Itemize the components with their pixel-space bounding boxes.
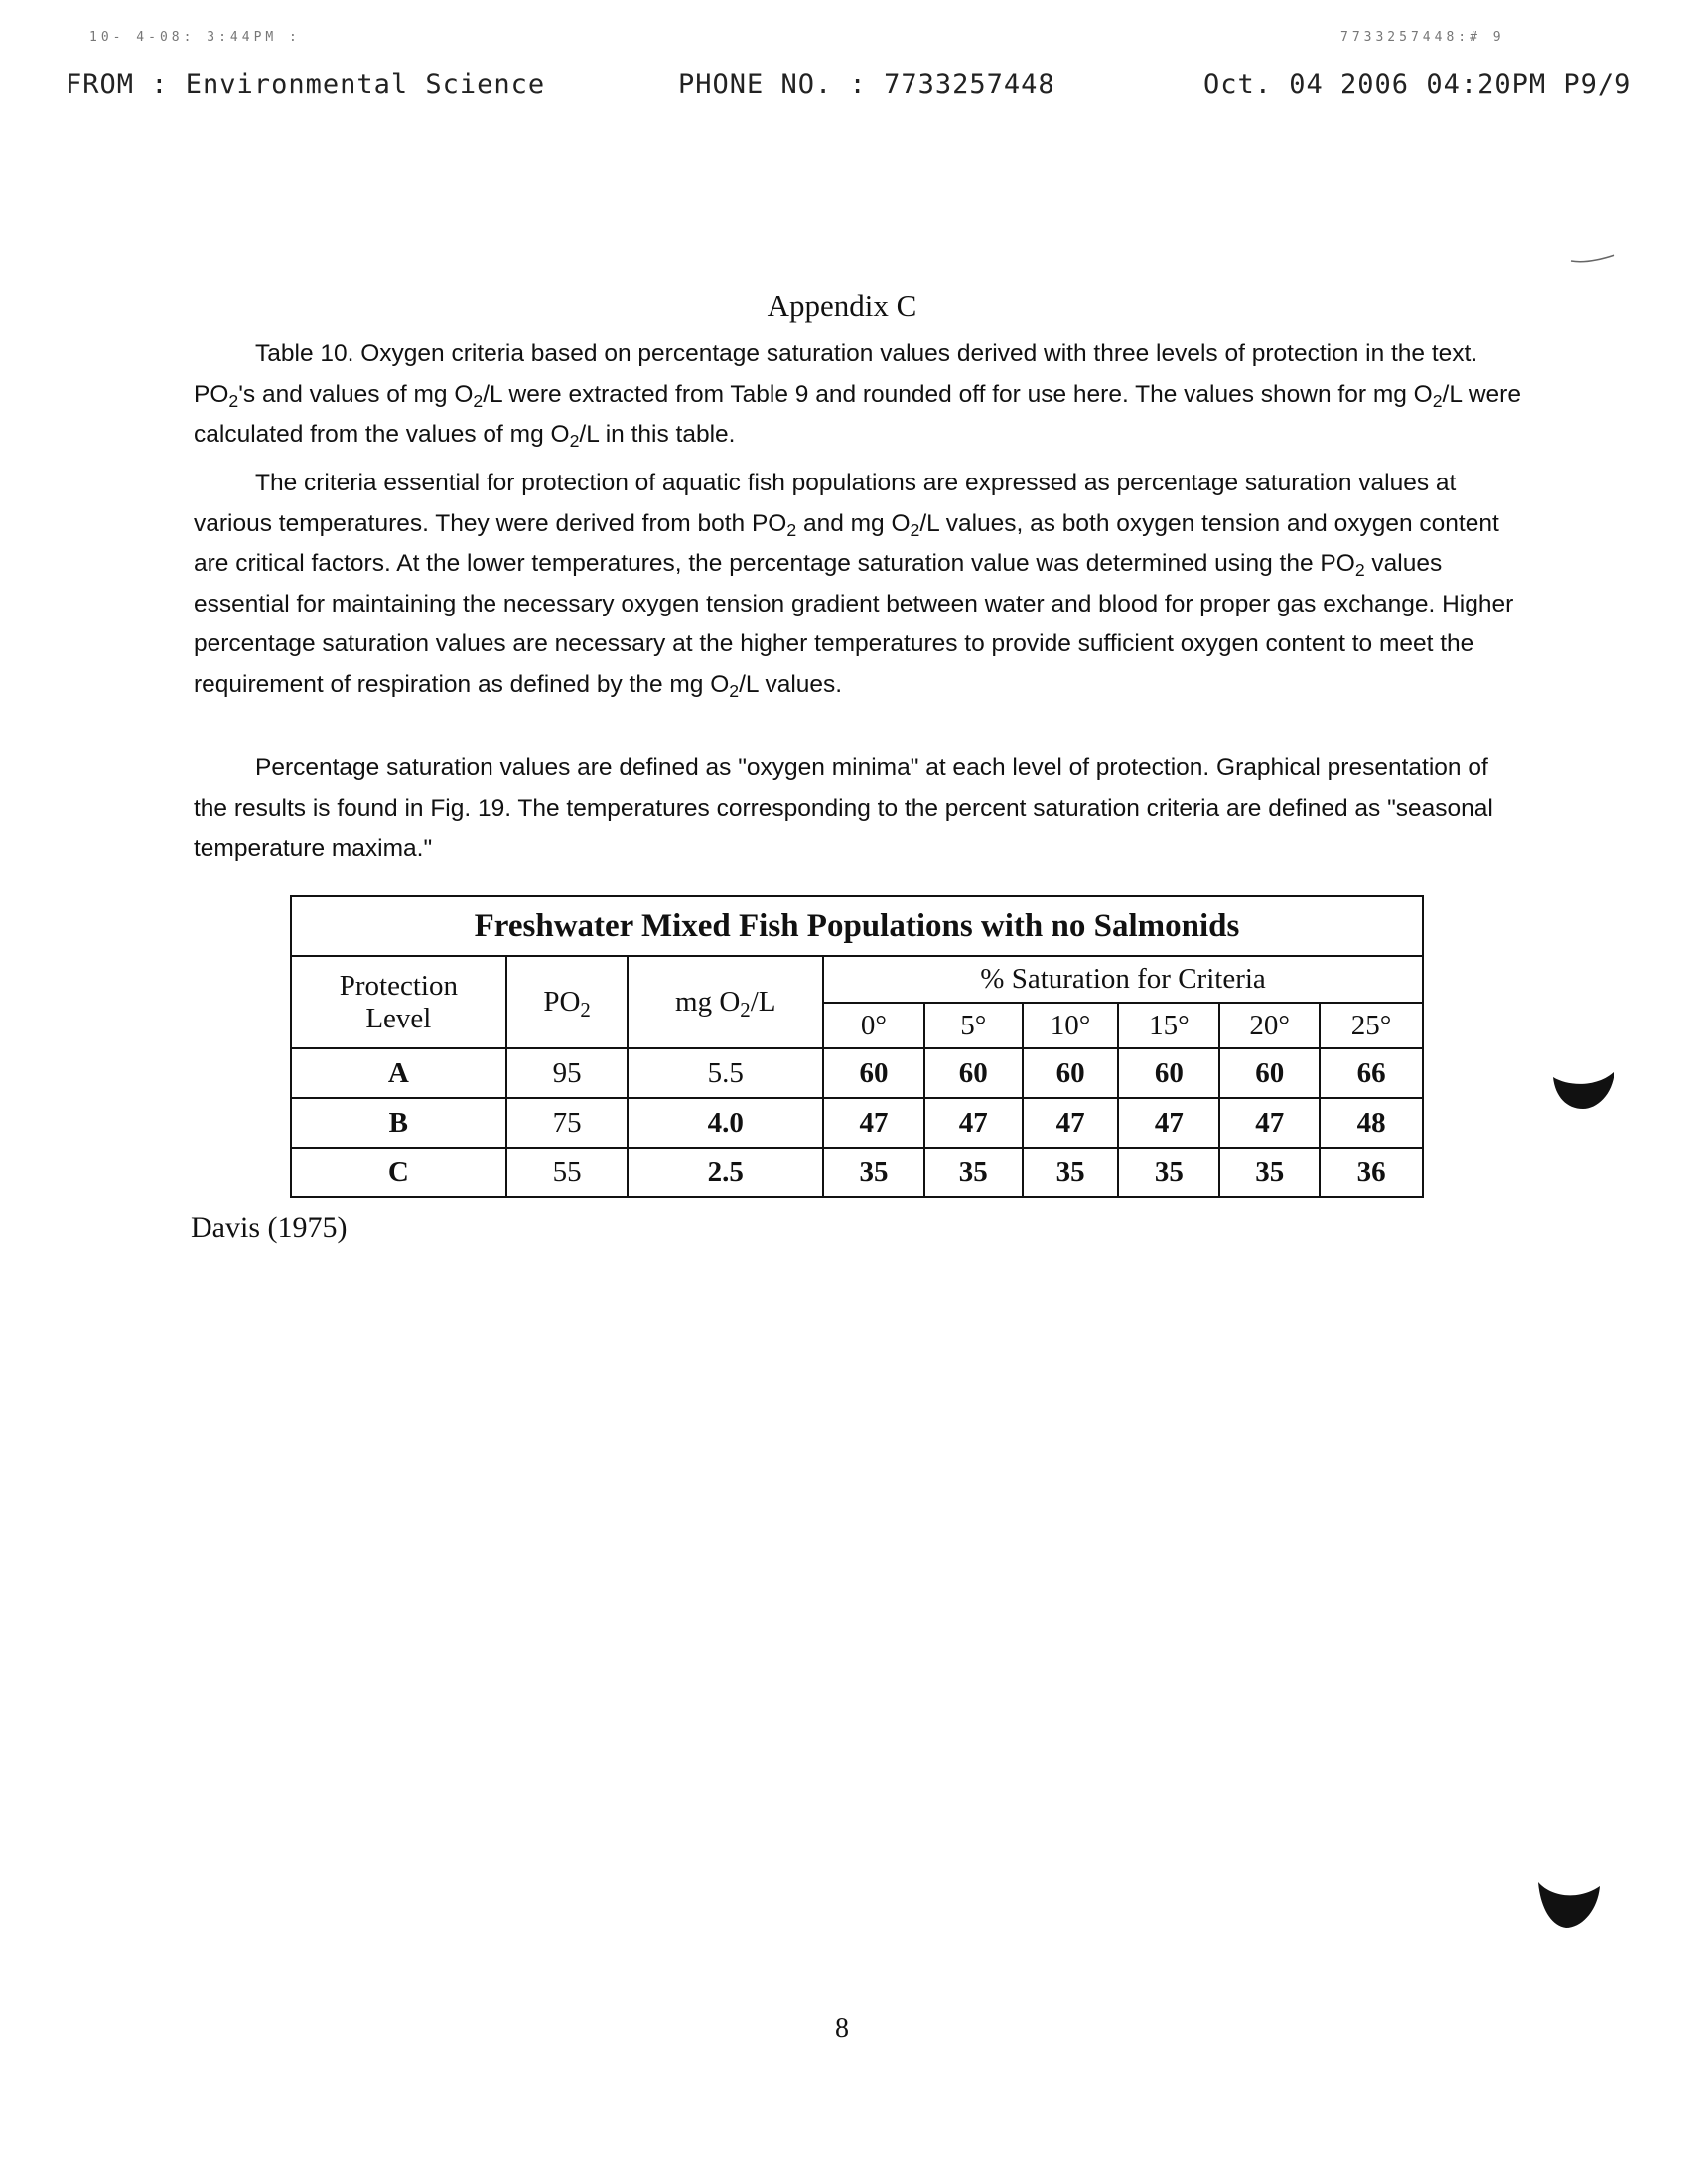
saturation-cell: 35 — [823, 1148, 924, 1197]
fax-top-strip: 10- 4-08: 3:44PM : — [89, 30, 301, 45]
saturation-cell: 48 — [1320, 1098, 1423, 1148]
saturation-cell: 66 — [1320, 1048, 1423, 1098]
saturation-cell: 35 — [924, 1148, 1023, 1197]
saturation-cell: 35 — [1219, 1148, 1320, 1197]
level-cell: B — [291, 1098, 506, 1148]
saturation-cell: 47 — [924, 1098, 1023, 1148]
po2-header: $PO_2$ — [506, 956, 629, 1048]
saturation-cell: 60 — [1219, 1048, 1320, 1098]
scan-speck-mark — [1569, 253, 1618, 265]
mg-cell: 2.5 — [628, 1148, 823, 1197]
page-number: 8 — [835, 2013, 849, 2044]
mg-o2-header: mg $O_2/L$ — [628, 956, 823, 1048]
temp-header: 25° — [1320, 1003, 1423, 1048]
mg-cell: 4.0 — [628, 1098, 823, 1148]
table-row — [291, 1048, 1423, 1098]
criteria-paragraph: The criteria essential for protection of aquatic fish populations are expressed as percentage saturation values at various temperatures. They were derived from both $PO_2$ and mg $O_2/L$ values, as both oxygen tension and oxygen content are critical factors. At the lower temperatures, the percentage saturation value was determined using the $PO_2$ values essential for maintaining the necessary oxygen tension gradient between water and blood for proper gas exchange. Higher percentage saturation values are necessary at the higher temperatures to provide sufficient oxygen content to meet the requirement of respiration as defined by the mg $O_2/L$ values. — [194, 470, 1514, 701]
saturation-cell: 60 — [823, 1048, 924, 1098]
fax-phone: PHONE NO. : 7733257448 — [678, 69, 1055, 100]
saturation-cell: 47 — [1023, 1098, 1119, 1148]
page-title: Appendix C — [767, 288, 917, 323]
saturation-cell: 60 — [924, 1048, 1023, 1098]
saturation-cell: 47 — [1118, 1098, 1219, 1148]
temp-header: 15° — [1118, 1003, 1219, 1048]
table-caption: Table 10. Oxygen criteria based on percentage saturation values derived with three levels of protection in the text. $PO_2's$ and values of mg $O_2/L$ were extracted from Table 9 and rounded off for use here. The values shown for mg $O_2/L$ were calculated from the values of mg $O_2/L$ in this table. — [194, 341, 1521, 451]
saturation-cell: 47 — [1219, 1098, 1320, 1148]
definition-paragraph: Percentage saturation values are defined as "oxygen minima" at each level of protection. Graphical presentation of the results is found in Fig. 19. The temperatures corresponding to the percent saturation criteria are defined as "seasonal temperature maxima." — [194, 754, 1493, 862]
po2-cell: 75 — [506, 1098, 629, 1148]
oxygen-criteria-table — [290, 895, 1424, 1198]
fax-from: FROM : Environmental Science — [66, 69, 546, 100]
scan-blot-mark — [1534, 1876, 1604, 1934]
saturation-cell: 35 — [1023, 1148, 1119, 1197]
table-row — [291, 1148, 1423, 1197]
mg-cell: 5.5 — [628, 1048, 823, 1098]
saturation-cell: 60 — [1023, 1048, 1119, 1098]
saturation-cell: 35 — [1118, 1148, 1219, 1197]
fax-date: Oct. 04 2006 04:20PM P9/9 — [1203, 69, 1632, 100]
level-cell: A — [291, 1048, 506, 1098]
saturation-cell: 60 — [1118, 1048, 1219, 1098]
saturation-cell: 36 — [1320, 1148, 1423, 1197]
table-row — [291, 1098, 1423, 1148]
temp-header: 0° — [823, 1003, 924, 1048]
saturation-header: % Saturation for Criteria — [823, 956, 1423, 1003]
protection-level-header: Protection Level — [291, 956, 506, 1048]
temp-header: 20° — [1219, 1003, 1320, 1048]
level-cell: C — [291, 1148, 506, 1197]
fax-top-right-strip: 7733257448:# 9 — [1340, 30, 1505, 45]
table-title: Freshwater Mixed Fish Populations with no Salmonids — [291, 896, 1423, 956]
temp-header: 5° — [924, 1003, 1023, 1048]
temp-header: 10° — [1023, 1003, 1119, 1048]
scan-blot-mark — [1549, 1067, 1618, 1117]
saturation-cell: 47 — [823, 1098, 924, 1148]
po2-cell: 55 — [506, 1148, 629, 1197]
po2-cell: 95 — [506, 1048, 629, 1098]
source-citation: Davis (1975) — [191, 1211, 348, 1244]
